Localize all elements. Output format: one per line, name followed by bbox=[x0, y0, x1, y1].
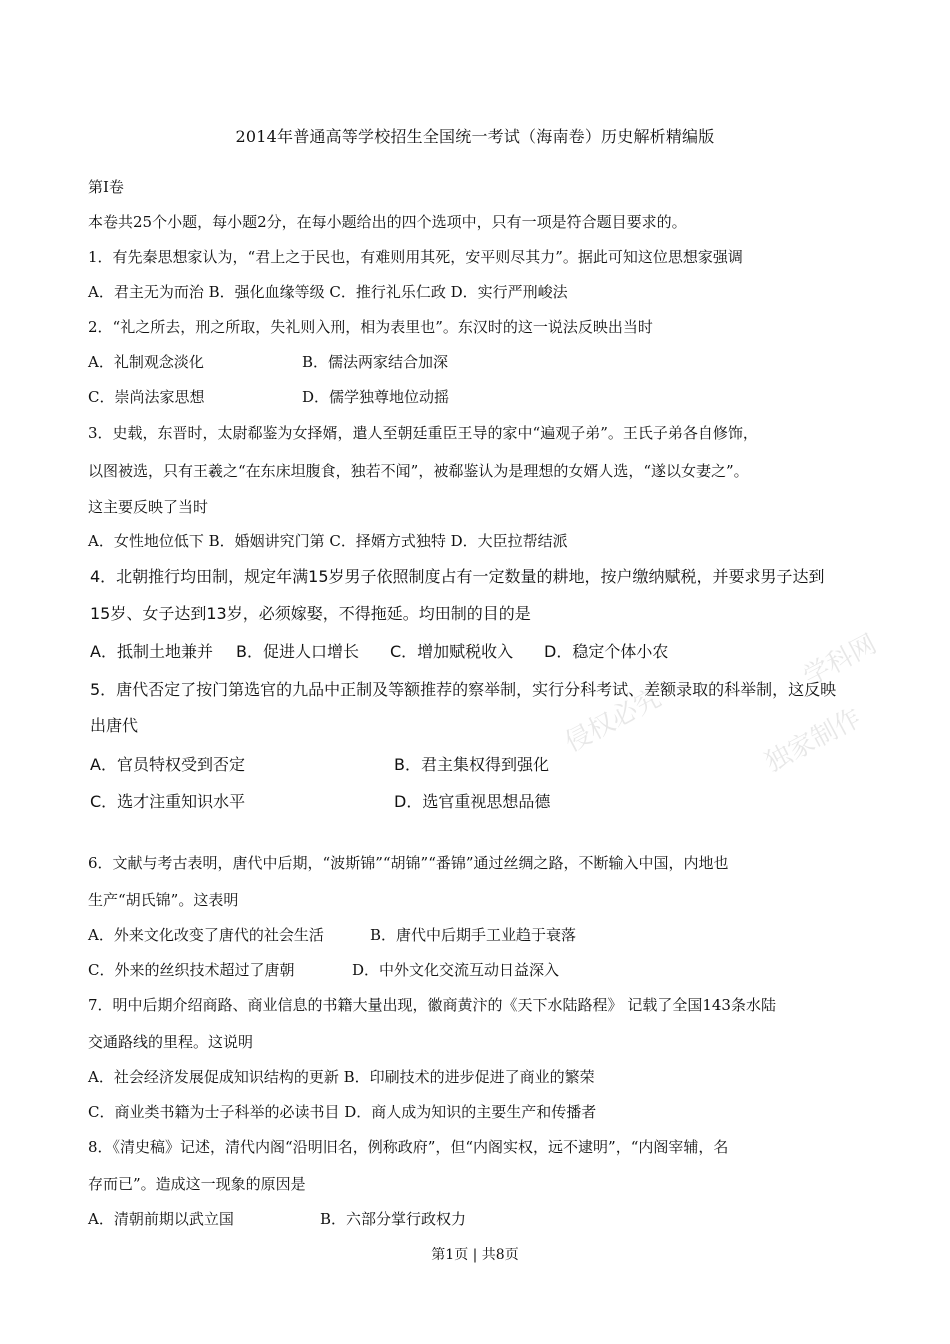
question-6-option-b: B．唐代中后期手工业趋于衰落 bbox=[370, 926, 577, 944]
section-heading: 第Ⅰ卷 bbox=[88, 178, 124, 196]
question-4-option-a: A．抵制土地兼并 bbox=[90, 642, 213, 661]
question-7-options-row-2: C．商业类书籍为士子科举的必读书目 D．商人成为知识的主要生产和传播者 bbox=[88, 1103, 597, 1121]
question-8-option-a: A．清朝前期以武立国 bbox=[88, 1210, 234, 1228]
question-8-stem-line-1: 8．《清史稿》记述，清代内阁“沿明旧名，例称政府”，但“内阁实权，远不逮明”，“内阁宰辅，名 bbox=[88, 1138, 729, 1156]
question-5-option-d: D．选官重视思想品德 bbox=[394, 792, 551, 811]
question-6-options-row-1 bbox=[88, 925, 576, 945]
page-footer: 第1页 | 共8页 bbox=[431, 1247, 519, 1263]
question-7-stem-line-1: 7．明中后期介绍商路、商业信息的书籍大量出现，徽商黄汴的《天下水陆路程》 记载了全国143条水陆 bbox=[88, 996, 776, 1014]
instruction: 本卷共25个小题，每小题2分，在每小题给出的四个选项中，只有一项是符合题目要求的。 bbox=[88, 213, 687, 231]
question-4-stem-line-2: 15岁、女子达到13岁，必须嫁娶，不得拖延。均田制的目的是 bbox=[90, 604, 531, 623]
question-4-option-c: C．增加赋税收入 bbox=[390, 642, 514, 661]
question-6-stem-line-2: 生产“胡氏锦”。这表明 bbox=[88, 891, 239, 909]
document-title: 2014年普通高等学校招生全国统一考试（海南卷）历史解析精编版 bbox=[235, 127, 715, 146]
question-3-stem-line-2: 以图被选，只有王羲之“在东床坦腹食，独若不闻”，被郗鉴认为是理想的女婿人选，“遂以女妻之”。 bbox=[88, 462, 749, 480]
question-6-option-d: D．中外文化交流互动日益深入 bbox=[352, 961, 560, 979]
question-5-option-a: A．官员特权受到否定 bbox=[90, 755, 245, 774]
question-8-options bbox=[88, 1209, 466, 1229]
question-2-options-row-2 bbox=[88, 387, 449, 407]
question-3-stem-line-3: 这主要反映了当时 bbox=[88, 498, 209, 516]
question-4-stem-line-1: 4．北朝推行均田制，规定年满15岁男子依照制度占有一定数量的耕地，按户缴纳赋税，并要求男子达到 bbox=[90, 567, 825, 586]
question-6-option-a: A．外来文化改变了唐代的社会生活 bbox=[88, 926, 324, 944]
question-2-option-d: D．儒学独尊地位动摇 bbox=[302, 388, 450, 406]
question-5-stem-line-2: 出唐代 bbox=[90, 716, 139, 735]
question-5-options-row-1 bbox=[90, 755, 549, 775]
question-6-options-row-2 bbox=[88, 960, 559, 980]
question-6-option-c: C．外来的丝织技术超过了唐朝 bbox=[88, 961, 295, 979]
question-7-stem-line-2: 交通路线的里程。这说明 bbox=[88, 1033, 254, 1051]
question-4-option-d: D．稳定个体小农 bbox=[544, 642, 669, 661]
watermark-1: 学科网 bbox=[798, 629, 882, 693]
question-7-options-row-1: A．社会经济发展促成知识结构的更新 B．印刷技术的进步促进了商业的繁荣 bbox=[88, 1068, 595, 1086]
question-8-option-b: B．六部分掌行政权力 bbox=[320, 1210, 467, 1228]
question-5-options-row-2 bbox=[90, 792, 550, 812]
question-5-stem-line-1: 5．唐代否定了按门第选官的九品中正制及等额推荐的察举制，实行分科考试、差额录取的科举制，这反映 bbox=[90, 680, 837, 699]
question-1-stem: 1．有先秦思想家认为，“君上之于民也，有难则用其死，安平则尽其力”。据此可知这位思想家强调 bbox=[88, 248, 743, 266]
watermark-2: 独家制作 bbox=[760, 703, 867, 779]
question-2-stem: 2．“礼之所去，刑之所取，失礼则入刑，相为表里也”。东汉时的这一说法反映出当时 bbox=[88, 318, 653, 336]
question-2-option-c: C．崇尚法家思想 bbox=[88, 388, 205, 406]
question-2-options-row-1 bbox=[88, 352, 448, 372]
question-5-option-b: B．君主集权得到强化 bbox=[394, 755, 549, 774]
question-6-stem-line-1: 6．文献与考古表明，唐代中后期，“波斯锦”“胡锦”“番锦”通过丝绸之路，不断输入中国，内地也 bbox=[88, 854, 729, 872]
question-8-stem-line-2: 存而已”。造成这一现象的原因是 bbox=[88, 1175, 306, 1193]
question-2-option-a: A．礼制观念淡化 bbox=[88, 353, 204, 371]
question-4-options bbox=[90, 642, 668, 662]
question-2-option-b: B．儒法两家结合加深 bbox=[302, 353, 449, 371]
question-1-options: A．君主无为而治 B．强化血缘等级 C．推行礼乐仁政 D．实行严刑峻法 bbox=[88, 283, 568, 301]
question-5-option-c: C．选才注重知识水平 bbox=[90, 792, 246, 811]
question-4-option-b: B．促进人口增长 bbox=[236, 642, 359, 661]
watermark-3: 侵权必究 bbox=[560, 683, 667, 759]
question-3-stem-line-1: 3．史载，东晋时，太尉郗鉴为女择婿，遣人至朝廷重臣王导的家中“遍观子弟”。王氏子弟各自修饰， bbox=[88, 424, 758, 442]
question-3-options: A．女性地位低下 B．婚姻讲究门第 C．择婿方式独特 D．大臣拉帮结派 bbox=[88, 532, 568, 550]
